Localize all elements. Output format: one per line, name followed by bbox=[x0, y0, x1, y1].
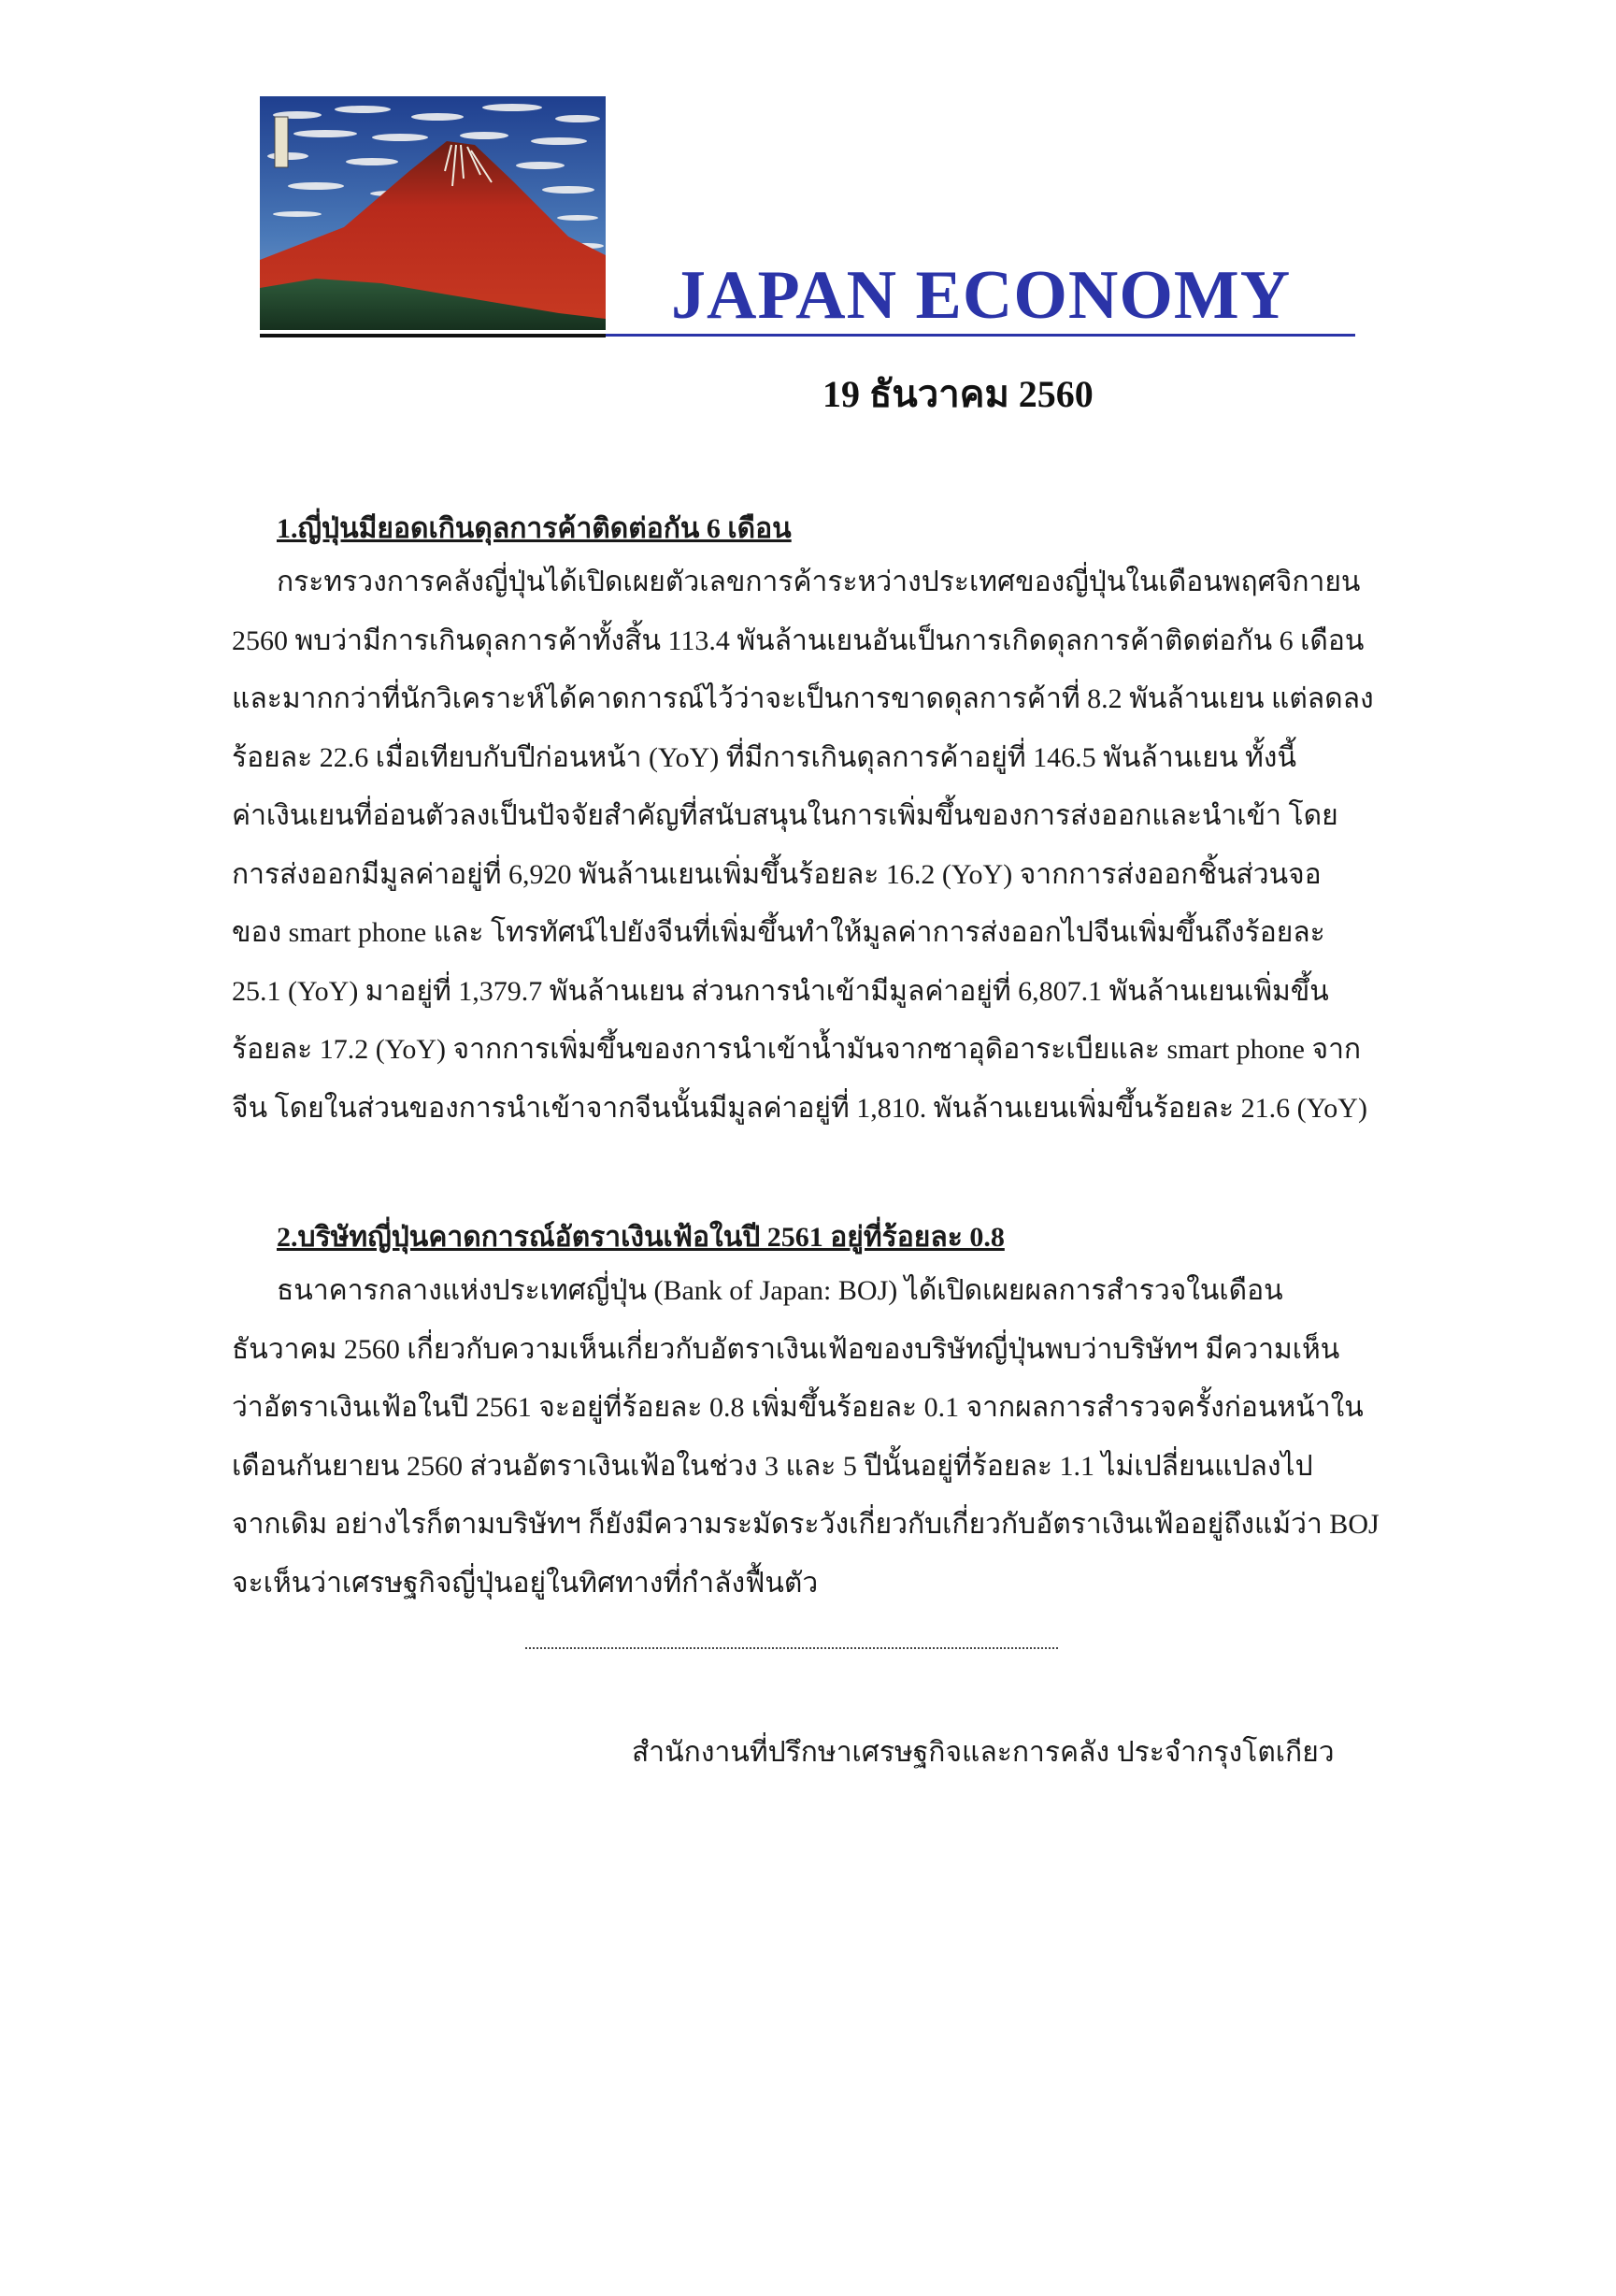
dotted-divider bbox=[525, 1647, 1058, 1649]
paragraph-line: กระทรวงการคลังญี่ปุ่นได้เปิดเผยตัวเลขการค้าระหว่างประเทศของญี่ปุ่นในเดือนพฤศจิกายน bbox=[277, 567, 1361, 597]
section-heading: 2.บริษัทญี่ปุ่นคาดการณ์อัตราเงินเฟ้อในปี 2561 อยู่ที่ร้อยละ 0.8 bbox=[277, 1222, 1005, 1253]
paragraph-line: จีน โดยในส่วนของการนำเข้าจากจีนนั้นมีมูลค่าอยู่ที่ 1,810. พันล้านเยนเพิ่มขึ้นร้อยละ 21.6 (YoY) bbox=[232, 1092, 1367, 1124]
paragraph-line: 25.1 (YoY) มาอยู่ที่ 1,379.7 พันล้านเยน ส่วนการนำเข้ามีมูลค่าอยู่ที่ 6,807.1 พันล้านเยนเพิ่มขึ้น bbox=[232, 975, 1329, 1007]
paragraph-line: ร้อยละ 17.2 (YoY) จากการเพิ่มขึ้นของการนำเข้าน้ำมันจากซาอุดิอาระเบียและ smart phone จาก bbox=[232, 1034, 1362, 1065]
paragraph-line: ธนาคารกลางแห่งประเทศญี่ปุ่น (Bank of Japan: BOJ) ได้เปิดเผยผลการสำรวจในเดือน bbox=[277, 1275, 1283, 1306]
mount-fuji-image bbox=[260, 96, 606, 330]
section-inflation-outlook bbox=[232, 1213, 1380, 1613]
header-rule-accent bbox=[260, 334, 606, 337]
paragraph-line: ค่าเงินเยนที่อ่อนตัวลงเป็นปัจจัยสำคัญที่สนับสนุนในการเพิ่มขึ้นของการส่งออกและนำเข้า โดย bbox=[232, 800, 1338, 831]
paragraph-line: ว่าอัตราเงินเฟ้อในปี 2561 จะอยู่ที่ร้อยละ 0.8 เพิ่มขึ้นร้อยละ 0.1 จากผลการสำรวจครั้งก่อนหน้าใน bbox=[232, 1392, 1364, 1423]
paragraph-line: ธันวาคม 2560 เกี่ยวกับความเห็นเกี่ยวกับอัตราเงินเฟ้อของบริษัทญี่ปุ่นพบว่าบริษัทฯ มีความเห็น bbox=[232, 1333, 1340, 1365]
paragraph-line: ของ smart phone และ โทรทัศน์ไปยังจีนที่เพิ่มขึ้นทำให้มูลค่าการส่งออกไปจีนเพิ่มขึ้นถึงร้อยละ bbox=[232, 917, 1325, 948]
section-heading: 1.ญี่ปุ่นมียอดเกินดุลการค้าติดต่อกัน 6 เดือน bbox=[277, 513, 792, 544]
paragraph-line: 2560 พบว่ามีการเกินดุลการค้าทั้งสิ้น 113.4 พันล้านเยนอันเป็นการเกิดดุลการค้าติดต่อกัน 6 เดือน bbox=[232, 624, 1365, 656]
section-trade-surplus bbox=[232, 505, 1374, 1138]
paragraph-line: และมากกว่าที่นักวิเคราะห์ได้คาดการณ์ไว้ว่าจะเป็นการขาดดุลการค้าที่ 8.2 พันล้านเยน แต่ลดลง bbox=[232, 683, 1374, 714]
paragraph-line: เดือนกันยายน 2560 ส่วนอัตราเงินเฟ้อในช่วง 3 และ 5 ปีนั้นอยู่ที่ร้อยละ 1.1 ไม่เปลี่ยนแปลงไป bbox=[232, 1450, 1313, 1482]
footer-organization: สำนักงานที่ปรึกษาเศรษฐกิจและการคลัง ประจำกรุงโตเกียว bbox=[632, 1737, 1335, 1768]
document-title: JAPAN ECONOMY bbox=[671, 257, 1292, 334]
paragraph-line: ร้อยละ 22.6 เมื่อเทียบกับปีก่อนหน้า (YoY) ที่มีการเกินดุลการค้าอยู่ที่ 146.5 พันล้านเยน ทั้งนี้ bbox=[232, 741, 1296, 773]
paragraph-line: การส่งออกมีมูลค่าอยู่ที่ 6,920 พันล้านเยนเพิ่มขึ้นร้อยละ 16.2 (YoY) จากการส่งออกชิ้นส่วนจอ bbox=[232, 858, 1322, 890]
paragraph-line: จะเห็นว่าเศรษฐกิจญี่ปุ่นอยู่ในทิศทางที่กำลังฟื้นตัว bbox=[232, 1567, 819, 1599]
document-date: 19 ธันวาคม 2560 bbox=[822, 373, 1094, 415]
paragraph-line: จากเดิม อย่างไรก็ตามบริษัทฯ ก็ยังมีความระมัดระวังเกี่ยวกับเกี่ยวกับอัตราเงินเฟ้ออยู่ถึงแม้ว่า BOJ bbox=[232, 1509, 1380, 1540]
